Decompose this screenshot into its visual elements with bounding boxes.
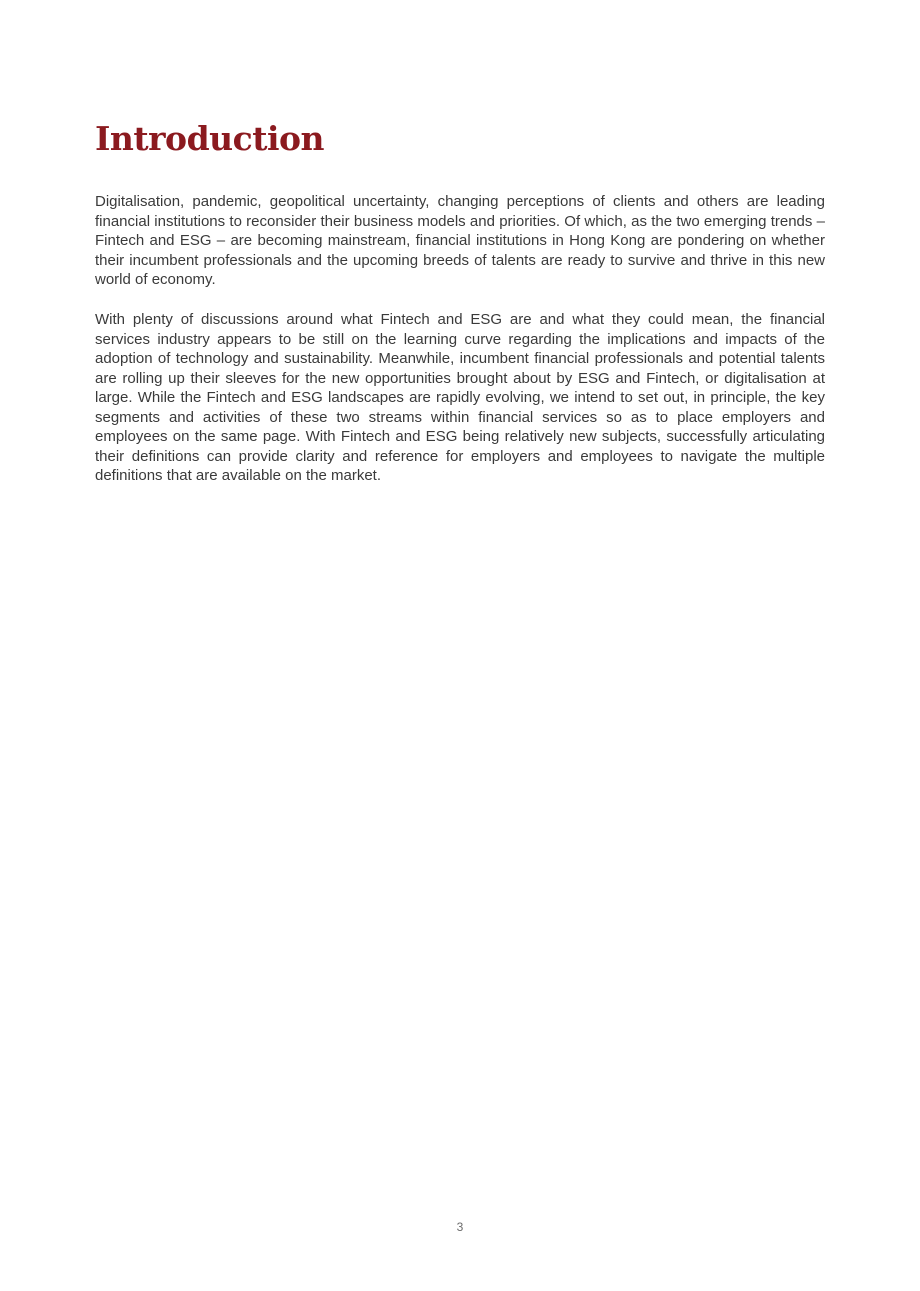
intro-paragraph-1: Digitalisation, pandemic, geopolitical uncertainty, changing perceptions of clients and others are leading financial institutions to reconsider their business models and priorities. Of which, as the two emerging trends – Fintech and ESG – are becoming mainstream, financial institutions in Hong Kong are pondering on whether their incumbent professionals and the upcoming breeds of talents are ready to survive and thrive in this new world of economy.	[95, 193, 825, 288]
intro-paragraph-2: With plenty of discussions around what Fintech and ESG are and what they could mean, the financial services industry appears to be still on the learning curve regarding the implications and impacts of the adoption of technology and sustainability. Meanwhile, incumbent financial professionals and potential talents are rolling up their sleeves for the new opportunities brought about by ESG and Fintech, or digitalisation at large. While the Fintech and ESG landscapes are rapidly evolving, we intend to set out, in principle, the key segments and activities of these two streams within financial services so as to place employers and employees on the same page. With Fintech and ESG being relatively new subjects, successfully articulating their definitions can provide clarity and reference for employers and employees to navigate the multiple definitions that are available on the market.	[95, 311, 825, 484]
page-title: Introduction	[95, 119, 325, 158]
page-number: 3	[456, 1220, 464, 1234]
